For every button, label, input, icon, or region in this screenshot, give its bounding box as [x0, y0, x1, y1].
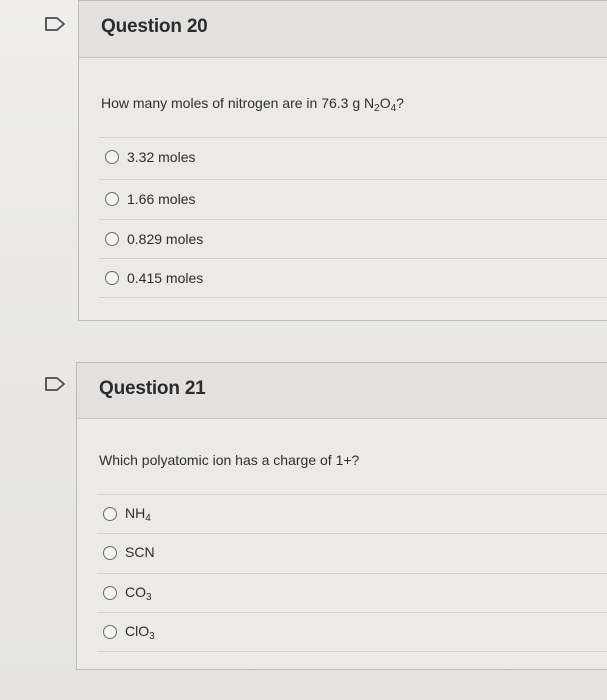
- prompt-subscript-4: 4: [390, 103, 397, 114]
- answer-label: 1.66 moles: [127, 191, 196, 207]
- formula-base: ClO: [125, 622, 150, 639]
- prompt-text-mid: O: [379, 95, 391, 111]
- formula-subscript: 3: [146, 591, 152, 603]
- answer-option[interactable]: [97, 612, 607, 652]
- radio-button[interactable]: [105, 271, 119, 285]
- question-21-prompt: Which polyatomic ion has a charge of 1+?: [99, 452, 360, 468]
- question-21-header: [77, 363, 607, 419]
- prompt-subscript-2: 2: [374, 103, 380, 114]
- formula-base: NH: [125, 504, 146, 521]
- answer-option[interactable]: [99, 179, 607, 218]
- formula-subscript: 3: [149, 630, 155, 642]
- answer-label: [125, 584, 152, 603]
- formula-subscript: 4: [145, 512, 151, 524]
- radio-button[interactable]: [103, 586, 117, 600]
- answer-option[interactable]: [97, 533, 607, 572]
- question-20-title: Question 20: [101, 16, 208, 37]
- question-20-header: [79, 1, 607, 58]
- formula-base: SCN: [125, 543, 155, 560]
- answer-label: [125, 623, 155, 642]
- answer-label: [125, 544, 155, 563]
- question-21-card: [76, 362, 607, 670]
- answer-label: 0.829 moles: [127, 231, 204, 247]
- answer-label: 3.32 moles: [127, 149, 196, 165]
- radio-button[interactable]: [105, 232, 119, 246]
- answer-option[interactable]: [99, 219, 607, 258]
- radio-button[interactable]: [105, 150, 119, 164]
- flag-question-icon[interactable]: [44, 376, 66, 392]
- answer-option[interactable]: [99, 258, 607, 298]
- radio-button[interactable]: [103, 546, 117, 560]
- answer-option[interactable]: [99, 137, 607, 176]
- radio-button[interactable]: [105, 192, 119, 206]
- radio-button[interactable]: [103, 507, 117, 521]
- flag-question-icon[interactable]: [44, 16, 66, 32]
- prompt-text-prefix: How many moles of nitrogen are in 76.3 g N: [101, 95, 375, 111]
- question-20-card: [78, 0, 607, 321]
- answer-label: 0.415 moles: [127, 270, 204, 286]
- question-21-title: Question 21: [99, 378, 206, 399]
- answer-label: [125, 505, 151, 524]
- radio-button[interactable]: [103, 625, 117, 639]
- formula-base: CO: [125, 583, 146, 600]
- question-20-prompt: [101, 95, 404, 114]
- answer-option[interactable]: [97, 494, 607, 533]
- prompt-text-suffix: ?: [396, 95, 404, 111]
- answer-option[interactable]: [97, 573, 607, 612]
